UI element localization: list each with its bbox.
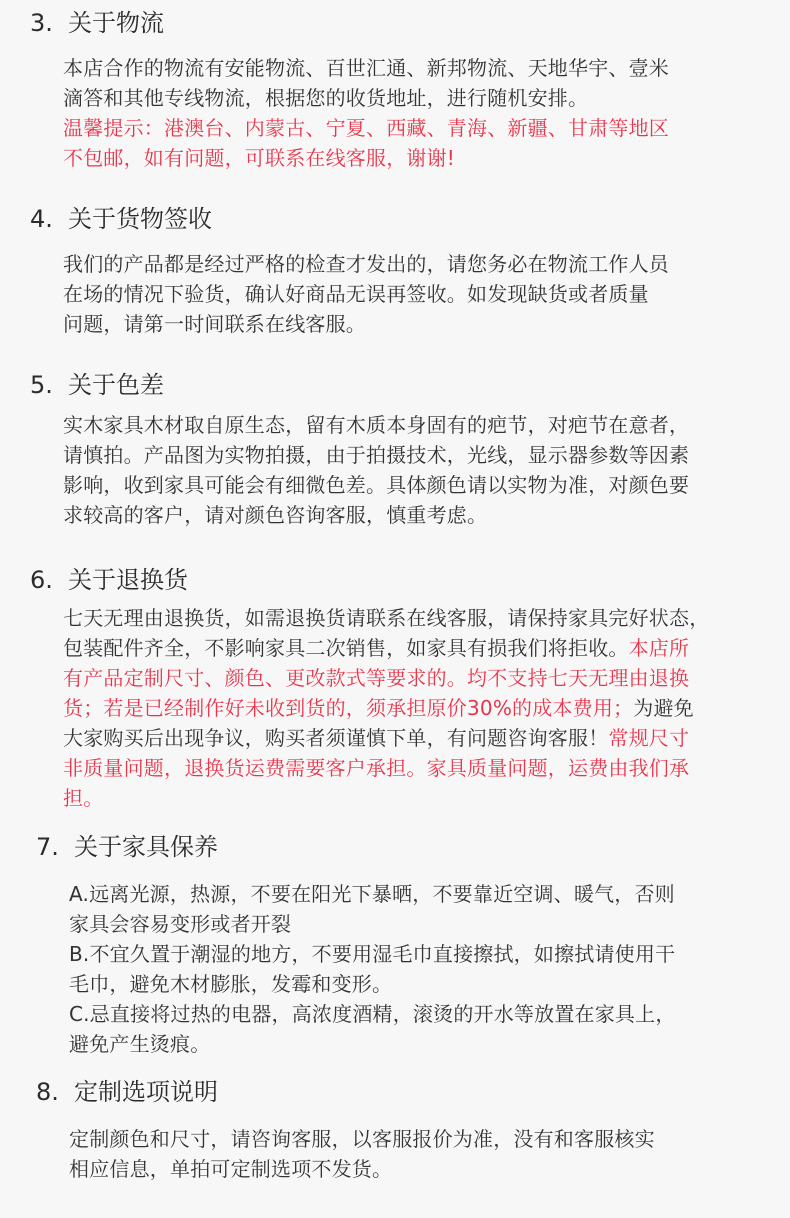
section-title: 关于货物签收 — [68, 205, 212, 233]
section-number: 8. — [36, 1078, 59, 1106]
body-text: 滴答和其他专线物流，根据您的收货地址，进行随机安排。 — [63, 86, 589, 110]
body-text: 问题，请第一时间联系在线客服。 — [63, 312, 366, 336]
body-text: 七天无理由退换货，如需退换货请联系在线客服，请保持家具完好状态， — [63, 606, 710, 630]
section-body — [69, 879, 789, 1059]
highlight-text: 本店所 — [628, 636, 690, 660]
text-line — [63, 633, 783, 663]
section-heading — [0, 370, 790, 400]
text-line — [63, 113, 783, 143]
text-line — [63, 783, 783, 813]
body-text: A.远离光源，热源，不要在阳光下暴晒，不要靠近空调、暖气，否则 — [69, 882, 675, 906]
section-body — [63, 603, 783, 813]
section-heading — [0, 204, 790, 234]
section-7 — [0, 832, 790, 1056]
text-line — [63, 753, 783, 783]
section-8 — [0, 1077, 790, 1181]
section-body — [63, 410, 783, 530]
text-line — [63, 309, 783, 339]
section-number: 5. — [30, 371, 53, 399]
body-text: 毛巾，避免木材膨胀，发霉和变形。 — [69, 972, 393, 996]
body-text: 本店合作的物流有安能物流、百世汇通、新邦物流、天地华宇、壹米 — [63, 56, 669, 80]
text-line — [69, 999, 789, 1029]
text-line — [69, 939, 789, 969]
text-line — [69, 1029, 789, 1059]
body-text: C.忌直接将过热的电器，高浓度酒精，滚烫的开水等放置在家具上， — [69, 1002, 676, 1026]
body-text: 求较高的客户，请对颜色咨询客服，慎重考虑。 — [63, 503, 488, 527]
body-text: 为避免 — [633, 696, 694, 720]
section-title: 定制选项说明 — [74, 1078, 218, 1106]
section-heading — [0, 8, 790, 38]
highlight-text: 温馨提示：港澳台、内蒙古、宁夏、西藏、青海、新疆、甘肃等地区 — [63, 116, 669, 140]
text-line — [63, 500, 783, 530]
section-number: 4. — [30, 205, 53, 233]
section-body — [63, 53, 783, 173]
text-line — [69, 1154, 789, 1184]
body-text: 定制颜色和尺寸，请咨询客服，以客服报价为准，没有和客服核实 — [69, 1127, 655, 1151]
highlight-text: 担。 — [63, 786, 104, 810]
text-line — [63, 723, 783, 753]
text-line — [63, 83, 783, 113]
body-text: 避免产生烫痕。 — [69, 1032, 211, 1056]
body-text: 相应信息，单拍可定制选项不发货。 — [69, 1157, 393, 1181]
section-body — [63, 249, 783, 339]
text-line — [63, 410, 783, 440]
body-text: 我们的产品都是经过严格的检查才发出的，请您务必在物流工作人员 — [63, 252, 669, 276]
text-line — [63, 693, 783, 723]
text-line — [69, 879, 789, 909]
text-line — [69, 1124, 789, 1154]
body-text: 影响，收到家具可能会有细微色差。具体颜色请以实物为准，对颜色要 — [63, 473, 690, 497]
body-text: 请慎拍。产品图为实物拍摄，由于拍摄技术，光线，显示器参数等因素 — [63, 443, 690, 467]
section-title: 关于物流 — [68, 9, 164, 37]
section-body — [69, 1124, 789, 1184]
highlight-text: 货；若是已经制作好未收到货的，须承担原价30%的成本费用； — [63, 696, 634, 720]
text-line — [63, 663, 783, 693]
body-text: 在场的情况下验货，确认好商品无误再签收。如发现缺货或者质量 — [63, 282, 649, 306]
section-5 — [0, 370, 790, 527]
text-line — [63, 440, 783, 470]
text-line — [63, 249, 783, 279]
section-heading — [0, 1077, 790, 1107]
text-line — [63, 470, 783, 500]
section-3 — [0, 8, 790, 170]
section-title: 关于退换货 — [68, 566, 188, 594]
section-title: 关于色差 — [68, 371, 164, 399]
body-text: 实木家具木材取自原生态，留有木质本身固有的疤节，对疤节在意者， — [63, 413, 690, 437]
body-text: 家具会容易变形或者开裂 — [69, 912, 292, 936]
body-text: B.不宜久置于潮湿的地方，不要用湿毛巾直接擦拭，如擦拭请使用干 — [69, 942, 676, 966]
section-heading — [0, 565, 790, 595]
highlight-text: 非质量问题，退换货运费需要客户承担。家具质量问题，运费由我们承 — [63, 756, 690, 780]
text-line — [63, 143, 783, 173]
section-6 — [0, 565, 790, 810]
text-line — [63, 53, 783, 83]
section-number: 6. — [30, 566, 53, 594]
text-line — [69, 969, 789, 999]
text-line — [69, 909, 789, 939]
highlight-text: 常规尺寸 — [608, 726, 690, 750]
highlight-text: 不包邮，如有问题，可联系在线客服，谢谢! — [63, 146, 456, 170]
section-number: 3. — [30, 9, 53, 37]
body-text: 大家购买后出现争议，购买者须谨慎下单，有问题咨询客服！ — [63, 726, 609, 750]
highlight-text: 有产品定制尺寸、颜色、更改款式等要求的。均不支持七天无理由退换 — [63, 666, 690, 690]
section-title: 关于家具保养 — [74, 833, 218, 861]
text-line — [63, 603, 783, 633]
section-4 — [0, 204, 790, 336]
section-heading — [0, 832, 790, 862]
body-text: 包装配件齐全，不影响家具二次销售，如家具有损我们将拒收。 — [63, 636, 629, 660]
section-number: 7. — [36, 833, 59, 861]
text-line — [63, 279, 783, 309]
